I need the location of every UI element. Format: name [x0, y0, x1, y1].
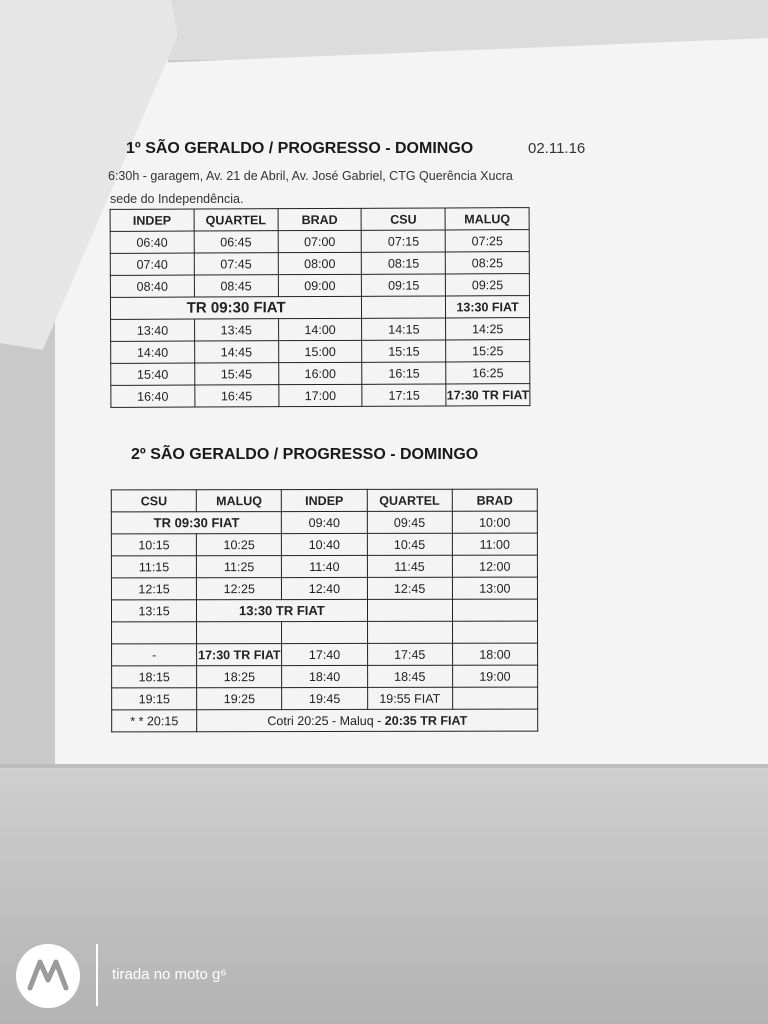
table-header-row [111, 489, 537, 512]
section1-date: 02.11.16 [528, 140, 586, 157]
table-cell: 06:45 [194, 231, 278, 253]
table-cell-empty [452, 599, 537, 621]
schedule-table-2 [111, 489, 538, 733]
col-header: INDEP [110, 209, 194, 231]
table-cell: 16:25 [446, 362, 530, 384]
table-cell: 18:15 [112, 666, 197, 688]
table-header-row [110, 208, 529, 232]
table-row [111, 362, 530, 386]
table-cell: 11:25 [197, 556, 282, 578]
col-header: MALUQ [445, 208, 529, 230]
table-cell: 15:40 [111, 363, 195, 385]
table-cell: 12:45 [367, 577, 452, 599]
table-row [110, 274, 529, 298]
table-row-transfer [110, 296, 529, 320]
table-cell: 16:00 [278, 362, 362, 384]
table-cell-empty [282, 621, 367, 643]
table-cell: 12:25 [197, 578, 282, 600]
section1-title: 1º SÃO GERALDO / PROGRESSO - DOMINGO [126, 140, 474, 157]
table-cell: 08:00 [278, 252, 362, 274]
table-cell: 11:00 [452, 533, 537, 555]
watermark-divider [96, 944, 98, 1006]
table-cell: 14:00 [278, 318, 362, 340]
table-cell: 15:15 [362, 340, 446, 362]
table-cell: 12:00 [452, 555, 537, 577]
table-row [111, 533, 537, 556]
section1-note-line2: sede do Independência. [110, 192, 244, 206]
col-header: CSU [361, 208, 445, 230]
table-row-empty [112, 621, 538, 644]
table-row [112, 643, 538, 666]
table-cell: 19:15 [112, 688, 197, 710]
table-row [110, 230, 529, 254]
section2-title: 2º SÃO GERALDO / PROGRESSO - DOMINGO [131, 446, 479, 463]
table-cell: 10:40 [282, 533, 367, 555]
table-cell: 19:45 [282, 687, 367, 709]
table-cell: 09:40 [282, 511, 367, 533]
table-cell: 08:45 [194, 275, 278, 297]
table-cell: 16:40 [111, 385, 195, 407]
table-row [111, 318, 530, 342]
col-header: QUARTEL [194, 209, 278, 231]
table-cell: 19:00 [452, 665, 537, 687]
table-cell: 12:40 [282, 577, 367, 599]
col-header: MALUQ [196, 490, 281, 512]
table-cell: * * 20:15 [112, 710, 197, 732]
table-cell: 15:45 [195, 363, 279, 385]
transfer-cell: 13:30 TR FIAT [197, 599, 367, 621]
table-cell: 14:15 [362, 318, 446, 340]
table-cell: 08:15 [362, 252, 446, 274]
table-cell: 13:15 [111, 600, 196, 622]
table-cell: 09:15 [362, 274, 446, 296]
transfer-cell: 13:30 FIAT [446, 296, 530, 318]
table-row [110, 252, 529, 276]
table-cell-empty [197, 622, 282, 644]
table-cell-empty [112, 622, 197, 644]
table-cell: 19:55 FIAT [367, 687, 452, 709]
table-cell: 14:40 [111, 341, 195, 363]
table-row [111, 577, 537, 600]
table-cell: 07:45 [194, 253, 278, 275]
table-cell: 13:40 [111, 319, 195, 341]
table-row [111, 599, 537, 622]
transfer-cell: TR 09:30 FIAT [111, 512, 281, 534]
table-cell: 16:45 [195, 385, 279, 407]
table-row [111, 384, 530, 408]
motorola-logo-icon [16, 944, 80, 1008]
col-header: BRAD [452, 489, 537, 511]
table-cell: 07:25 [445, 230, 529, 252]
table-cell: 11:40 [282, 555, 367, 577]
table-cell: 17:15 [362, 384, 446, 406]
table-cell: 17:30 TR FIAT [446, 384, 530, 406]
table-cell: 10:15 [111, 534, 196, 556]
table-cell: 18:00 [452, 643, 537, 665]
table-cell-empty [362, 296, 446, 318]
camera-watermark: tirada no moto g⁶ [112, 966, 227, 983]
table-cell: 12:15 [111, 578, 196, 600]
table-cell: 15:00 [278, 340, 362, 362]
table-row [111, 340, 530, 364]
table-cell: 18:40 [282, 665, 367, 687]
schedule-table-1 [110, 207, 531, 408]
table-cell: 19:25 [197, 688, 282, 710]
table-cell: 06:40 [110, 231, 194, 253]
table-cell: 07:15 [362, 230, 446, 252]
table-cell: 17:45 [367, 643, 452, 665]
col-header: QUARTEL [367, 489, 452, 511]
table-cell [452, 687, 537, 709]
table-cell: 14:45 [194, 341, 278, 363]
table-row [112, 665, 538, 688]
table-row [111, 555, 537, 578]
col-header: CSU [111, 490, 196, 512]
section1-note-line1: 6:30h - garagem, Av. 21 de Abril, Av. José Gabriel, CTG Querência Xucra [108, 169, 513, 183]
lower-sheet [0, 768, 768, 1024]
table-cell: 13:45 [194, 319, 278, 341]
table-cell: 09:45 [367, 511, 452, 533]
table-cell: 07:00 [278, 230, 362, 252]
last-row-text [197, 709, 538, 732]
table-cell: 10:45 [367, 533, 452, 555]
table-row [111, 511, 537, 534]
table-cell: 07:40 [110, 253, 194, 275]
transfer-cell: 17:30 TR FIAT [197, 644, 282, 666]
table-cell: 09:00 [278, 274, 362, 296]
table-cell: 08:25 [445, 252, 529, 274]
table-cell-empty [367, 621, 452, 643]
table-cell: 16:15 [362, 362, 446, 384]
table-cell: 08:40 [110, 275, 194, 297]
table-cell: 14:25 [446, 318, 530, 340]
table-cell: 17:00 [278, 384, 362, 406]
table-cell: - [112, 644, 197, 666]
table-cell: 11:15 [111, 556, 196, 578]
table-cell: 10:00 [452, 511, 537, 533]
table-cell-empty [367, 599, 452, 621]
table-cell: 17:40 [282, 643, 367, 665]
last-row-bold: 20:35 TR FIAT [384, 713, 468, 728]
table-cell: 11:45 [367, 555, 452, 577]
table-cell: 18:25 [197, 666, 282, 688]
transfer-cell: TR 09:30 FIAT [110, 296, 361, 319]
table-cell-empty [452, 621, 537, 643]
table-cell: 10:25 [197, 534, 282, 556]
col-header: INDEP [282, 489, 367, 511]
table-row-last [112, 709, 538, 732]
col-header: BRAD [278, 208, 362, 230]
last-row-plain: Cotri 20:25 - Maluq - [267, 713, 385, 728]
table-cell: 13:00 [452, 577, 537, 599]
table-cell: 09:25 [446, 274, 530, 296]
table-cell: 15:25 [446, 340, 530, 362]
table-cell: 18:45 [367, 665, 452, 687]
table-row [112, 687, 538, 710]
